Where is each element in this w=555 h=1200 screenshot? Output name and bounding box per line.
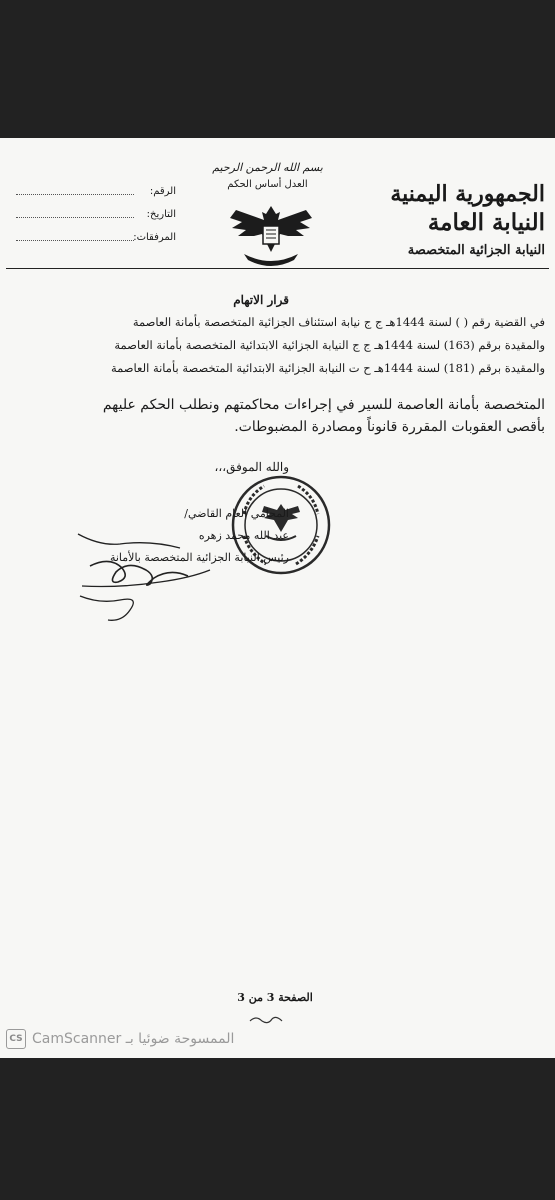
paragraph-1-line: والمقيدة برقم (181) لسنة 1444هـ ح ت النيابة الجزائية الابتدائية المتخصصة بأمانة العاصمة bbox=[110, 361, 545, 375]
document-page bbox=[0, 138, 555, 1058]
closing-line: والله الموفق،،، bbox=[214, 460, 289, 474]
handwritten-mark-icon bbox=[246, 1013, 286, 1027]
signature-name: عبد الله محمد زهره bbox=[198, 529, 289, 542]
agency-name: النيابة العامة bbox=[427, 209, 545, 236]
paragraph-2-line: المتخصصة بأمانة العاصمة للسير في إجراءات محاكمتهم ونطلب الحكم عليهم bbox=[102, 397, 545, 413]
paragraph-1-line: في القضية رقم ( ) لسنة 1444هـ ج ج نيابة استئناف الجزائية المتخصصة بأمانة العاصمة bbox=[132, 315, 545, 329]
motto: العدل أساس الحكم bbox=[227, 179, 308, 190]
basmala: بسم الله الرحمن الرحيم bbox=[212, 161, 323, 174]
camscanner-text: الممسوحة ضوئيا بـ CamScanner bbox=[32, 1031, 235, 1047]
signature-position: رئيس النيابة الجزائية المتخصصة بالأمانة bbox=[109, 551, 289, 564]
field-attachments: المرفقات: bbox=[16, 226, 176, 249]
camscanner-logo-icon: CS bbox=[6, 1029, 26, 1049]
paragraph-2-line: بأقصى العقوبات المقررة قانوناً ومصادرة المضبوطات. bbox=[234, 419, 545, 435]
paragraph-1-line: والمقيدة برقم (163) لسنة 1444هـ ج ج النيابة الجزائية الابتدائية المتخصصة بأمانة العاصمة bbox=[114, 338, 545, 352]
handwritten-signature-icon bbox=[60, 526, 220, 626]
camscanner-watermark bbox=[6, 1027, 234, 1051]
letterhead-center bbox=[210, 160, 325, 192]
letterhead-right bbox=[365, 182, 545, 262]
signature-title: المحامي العام القاضي/ bbox=[184, 507, 289, 520]
bottom-dark-band bbox=[0, 1058, 555, 1200]
field-date: التاريخ: bbox=[16, 203, 176, 226]
page-number: الصفحة 3 من 3 bbox=[237, 991, 313, 1004]
country-name: الجمهورية اليمنية bbox=[390, 181, 545, 207]
department-name: النيابة الجزائية المتخصصة bbox=[407, 243, 545, 258]
field-number: الرقم: bbox=[16, 180, 176, 203]
letterhead-fields bbox=[16, 180, 176, 249]
document-title: قرار الاتهام bbox=[233, 293, 289, 307]
eagle-emblem-icon bbox=[226, 196, 316, 276]
paragraph-2 bbox=[10, 394, 545, 438]
top-dark-band bbox=[0, 0, 555, 138]
paragraph-1 bbox=[10, 311, 545, 380]
header-divider bbox=[6, 268, 549, 269]
